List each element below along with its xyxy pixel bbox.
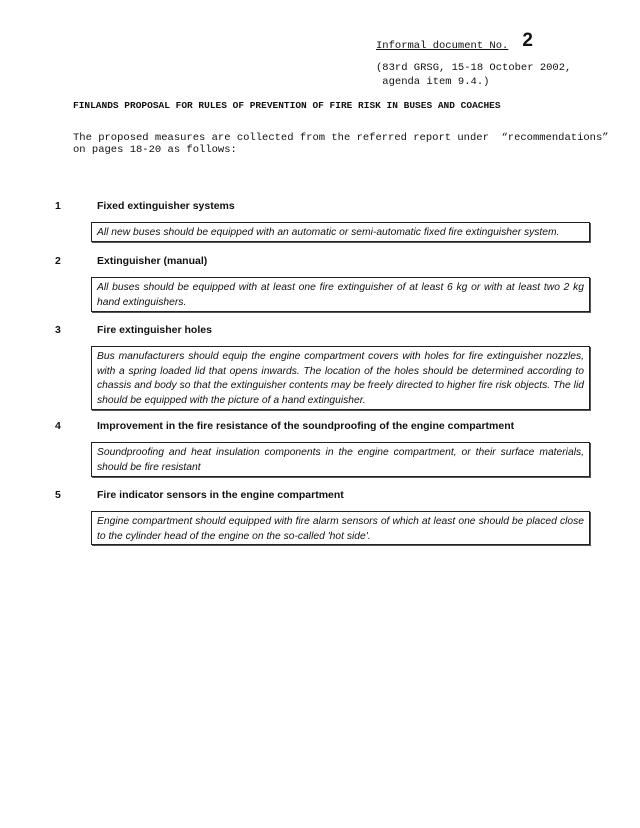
section-text-box: Soundproofing and heat insulation components in the engine compartment, or their surface materials, should be fire resistant <box>91 442 590 477</box>
agenda-item: agenda item 9.4.) <box>376 76 490 88</box>
document-number-line <box>376 30 616 53</box>
intro-line-2: on pages 18-20 as follows: <box>73 144 237 156</box>
section-heading: Extinguisher (manual) <box>97 255 208 267</box>
section-text-box: All new buses should be equipped with an automatic or semi-automatic fixed fire extinguisher system. <box>91 222 590 242</box>
intro-line-1: The proposed measures are collected from the referred report under “recommendations” <box>73 132 609 144</box>
document-header <box>376 30 616 89</box>
section-heading: Improvement in the fire resistance of the soundproofing of the engine compartment <box>97 420 515 432</box>
document-title: FINLANDS PROPOSAL FOR RULES OF PREVENTION OF FIRE RISK IN BUSES AND COACHES <box>73 100 501 111</box>
section-number: 4 <box>55 420 61 432</box>
section-heading: Fixed extinguisher systems <box>97 200 235 212</box>
section-text-box: Engine compartment should equipped with fire alarm sensors of which at least one should be placed close to the cylinder head of the engine on the so-called 'hot side'. <box>91 511 590 545</box>
section-number: 1 <box>55 200 61 212</box>
section-number: 5 <box>55 489 61 501</box>
meeting-info: (83rd GRSG, 15-18 October 2002, <box>376 62 572 74</box>
section-text-box: Bus manufacturers should equip the engine compartment covers with holes for fire extinguisher nozzles, with a spring loaded lid that opens inwards. The location of the holes should be determined according to chassis and body so that the extinguisher contents may be freely directed to higher fire risk objects. The lid should be equipped with the picture of a hand extinguisher. <box>91 346 590 410</box>
section-text-box: All buses should be equipped with at least one fire extinguisher of at least 6 kg or with at least two 2 kg hand extinguishers. <box>91 277 590 312</box>
document-number: 2 <box>522 30 533 51</box>
section-number: 2 <box>55 255 61 267</box>
section-heading: Fire indicator sensors in the engine compartment <box>97 489 344 501</box>
intro-paragraph <box>73 132 609 156</box>
document-label: Informal document No. <box>376 40 509 52</box>
section-heading: Fire extinguisher holes <box>97 324 212 336</box>
section-number: 3 <box>55 324 61 336</box>
document-meta <box>376 61 616 89</box>
